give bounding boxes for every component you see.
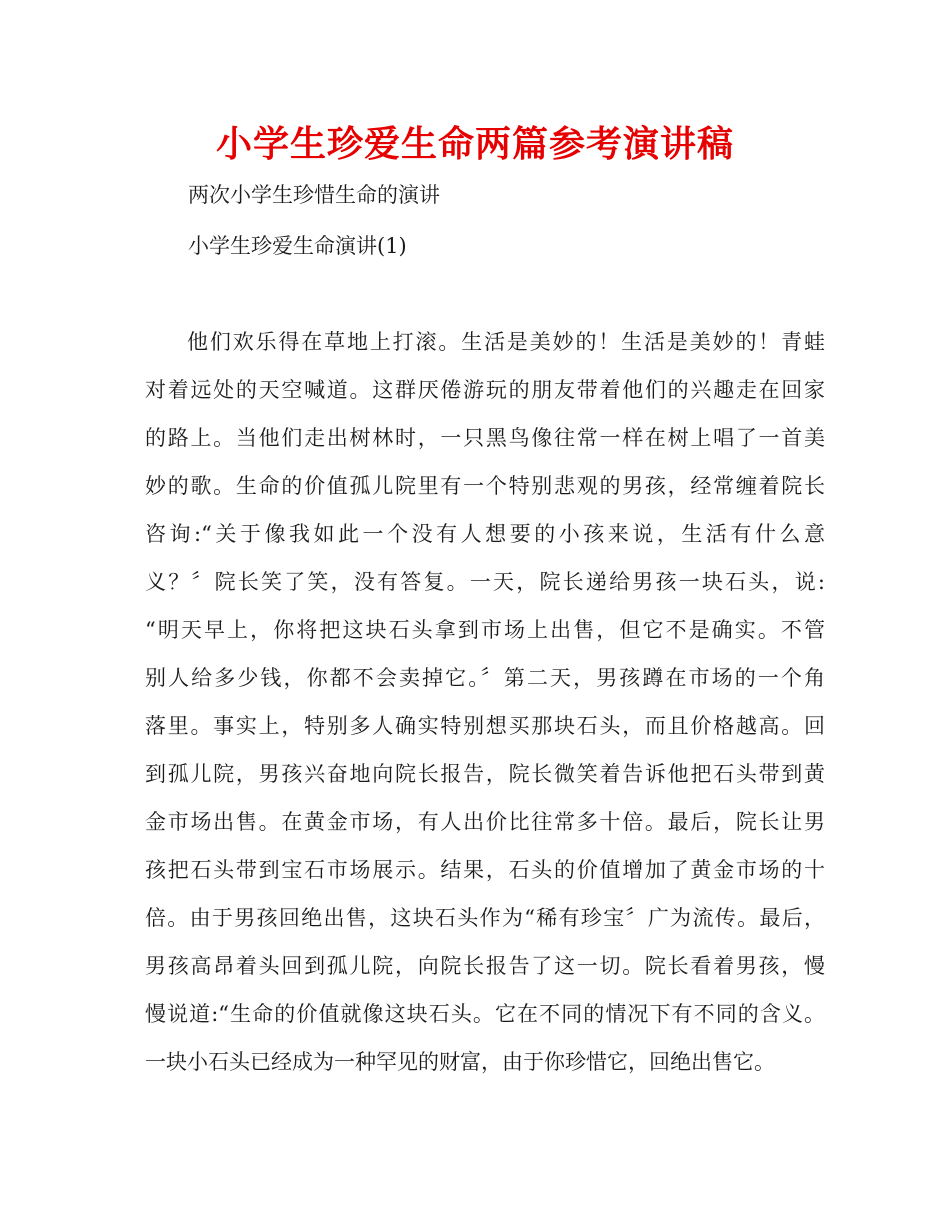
paragraph-line: 他们欢乐得在草地上打滚。生活是美妙的！生活是美妙的！青蛙 xyxy=(187,330,825,354)
paragraph-line: 妙的歌。生命的价值孤儿院里有一个特别悲观的男孩，经常缠着院长 xyxy=(145,474,825,498)
section-heading: 小学生珍爱生命演讲(1) xyxy=(188,234,407,258)
paragraph-line: 义？〞院长笑了笑，没有答复。一天，院长递给男孩一块石头，说: xyxy=(145,570,825,594)
paragraph-line: 倍。由于男孩回绝出售，这块石头作为“稀有珍宝〞广为流传。最后， xyxy=(145,906,825,930)
document-subtitle: 两次小学生珍惜生命的演讲 xyxy=(188,183,440,207)
paragraph-line: 孩把石头带到宝石市场展示。结果，石头的价值增加了黄金市场的十 xyxy=(145,858,825,882)
document-title: 小学生珍爱生命两篇参考演讲稿 xyxy=(215,123,734,165)
paragraph-line: 对着远处的天空喊道。这群厌倦游玩的朋友带着他们的兴趣走在回家 xyxy=(145,378,825,402)
body-paragraph xyxy=(145,318,825,1086)
paragraph-line: 男孩高昂着头回到孤儿院，向院长报告了这一切。院长看着男孩，慢 xyxy=(145,954,825,978)
paragraph-line: 的路上。当他们走出树林时，一只黑鸟像往常一样在树上唱了一首美 xyxy=(145,426,825,450)
paragraph-line: 金市场出售。在黄金市场，有人出价比往常多十倍。最后，院长让男 xyxy=(145,810,825,834)
paragraph-line: 别人给多少钱，你都不会卖掉它。〞第二天，男孩蹲在市场的一个角 xyxy=(145,666,825,690)
paragraph-line: “明天早上，你将把这块石头拿到市场上出售，但它不是确实。不管 xyxy=(145,618,825,642)
paragraph-line: 落里。事实上，特别多人确实特别想买那块石头，而且价格越高。回 xyxy=(145,714,825,738)
paragraph-line: 咨询:“关于像我如此一个没有人想要的小孩来说，生活有什么意 xyxy=(145,522,825,546)
paragraph-line: 一块小石头已经成为一种罕见的财富，由于你珍惜它，回绝出售它。 xyxy=(145,1050,775,1074)
paragraph-line: 到孤儿院，男孩兴奋地向院长报告，院长微笑着告诉他把石头带到黄 xyxy=(145,762,825,786)
paragraph-line: 慢说道:“生命的价值就像这块石头。它在不同的情况下有不同的含义。 xyxy=(145,1002,825,1026)
